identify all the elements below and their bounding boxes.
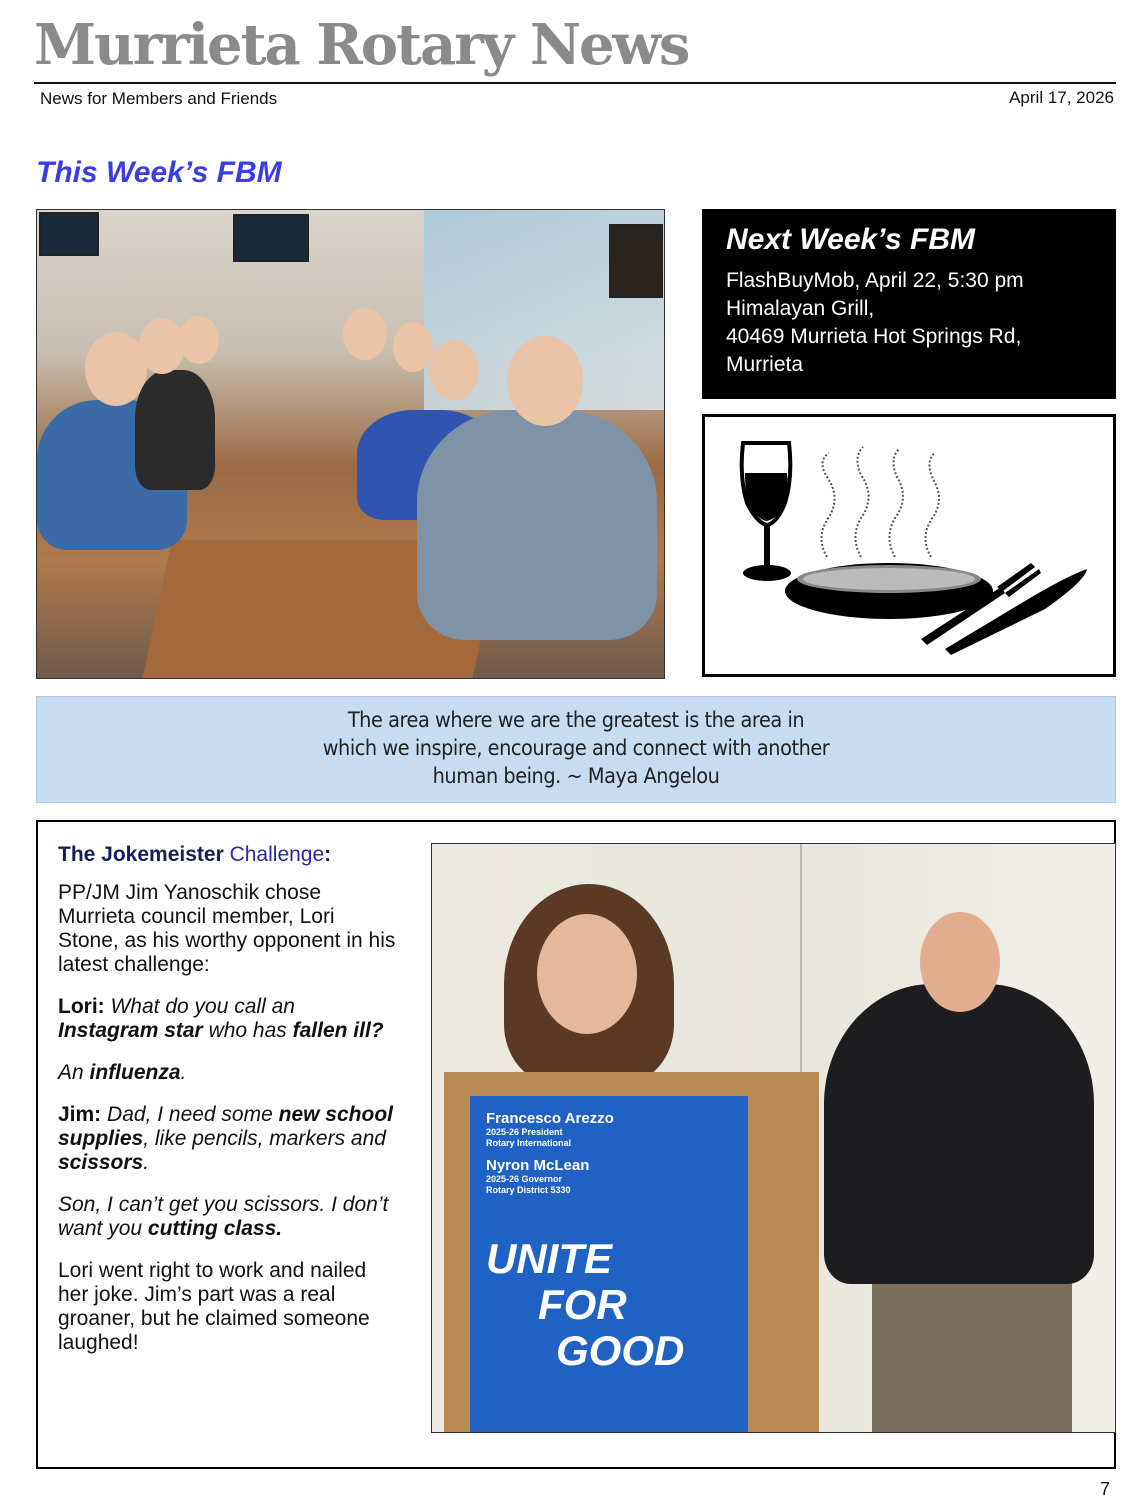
dining-illustration-svg [705,417,1113,674]
banner-name: Nyron McLean [486,1157,590,1174]
next-week-line: 40469 Murrieta Hot Springs Rd, [726,325,1022,348]
joke-lori-answer: An influenza. [58,1061,187,1084]
banner-role: 2025-26 President [486,1127,563,1137]
restaurant-group-photo [36,209,665,679]
next-week-line: FlashBuyMob, April 22, 5:30 pm [726,269,1024,292]
banner-name: Francesco Arezzo [486,1110,614,1127]
jokemeister-title: The Jokemeister Challenge: [58,843,332,866]
masthead: Murrieta Rotary News [34,12,689,78]
issue-date: April 17, 2026 [1009,88,1114,107]
joke-jim-question: Jim: Dad, I need some new school supplies, like pencils, markers and scissors. [58,1103,393,1174]
banner-role: 2025-26 Governor [486,1174,563,1184]
joke-intro: PP/JM Jim Yanoschik chose Murrieta council member, Lori Stone, as his worthy opponent in his latest challenge: [58,881,396,976]
subtitle: News for Members and Friends [40,89,278,108]
joke-jim-answer: Son, I can’t get you scissors. I don’t want you cutting class. [58,1193,389,1240]
joke-closing: Lori went right to work and nailed her joke. Jim’s part was a real groaner, but he claimed someone laughed! [58,1259,370,1354]
next-week-line: Murrieta [726,353,804,376]
header-rule [34,82,1116,84]
page-number: 7 [1099,1479,1110,1499]
next-week-box [702,209,1116,399]
quote-box [36,696,1116,803]
banner-role: Rotary District 5330 [486,1185,571,1195]
dining-illustration [702,414,1116,677]
next-week-line: Himalayan Grill, [726,297,875,320]
quote-text: The area where we are the greatest is the area in which we inspire, encourage and connect with another human being. ~ Maya Angelou [322,708,830,788]
banner-role: Rotary International [486,1138,572,1148]
banner-slogan: UNITE FOR GOOD [486,1235,685,1374]
jokemeister-column [58,843,398,1373]
steam-icon [821,447,939,557]
rotary-banner [470,1096,748,1432]
this-week-heading: This Week’s FBM [36,156,282,189]
joke-lori-question: Lori: What do you call an Instagram star who has fallen ill? [58,995,384,1042]
wine-glass-icon [742,443,791,581]
podium-photo [431,843,1116,1433]
steaming-plate-icon [785,563,993,619]
next-week-title: Next Week’s FBM [726,223,975,256]
